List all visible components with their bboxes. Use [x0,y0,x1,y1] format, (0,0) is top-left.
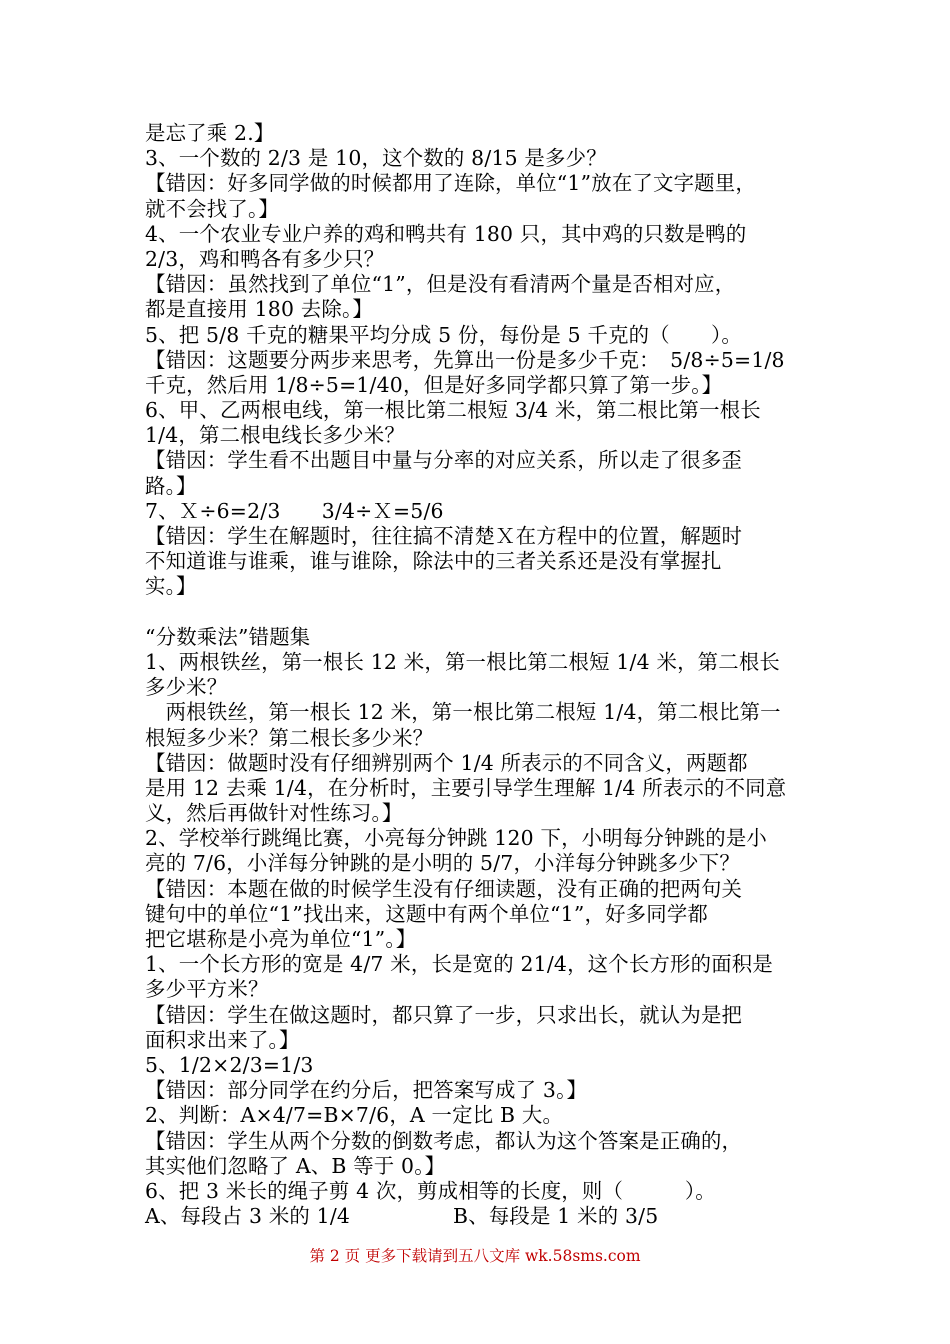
text-line: 多少米？ [145,675,228,700]
blank-line [145,600,815,625]
text-line: 1、两根铁丝，第一根长 12 米，第一根比第二根短 1/4 米，第二根长 [145,649,781,674]
text-line: 多少平方米？ [145,977,269,1002]
text-line: 【错因：这题要分两步来思考，先算出一份是多少千克： 5/8÷5=1/8 [145,347,785,372]
text-line: 【错因：本题在做的时候学生没有仔细读题，没有正确的把两句关 [145,876,743,901]
text-line: 【错因：学生从两个分数的倒数考虑，都认为这个答案是正确的， [145,1128,743,1153]
text-line: 【错因：学生在解题时，往往搞不清楚Ｘ在方程中的位置，解题时 [145,524,743,548]
page-footer[interactable]: 第 2 页 更多下载请到五八文库 wk.58sms.com [309,1247,641,1265]
text-line: 是用 12 去乘 1/4，在分析时，主要引导学生理解 1/4 所表示的不同意 [145,775,787,800]
text-line: 【错因：做题时没有仔细辨别两个 1/4 所表示的不同含义，两题都 [145,750,748,775]
text-line: 7、Ｘ÷6=2/3 3/4÷Ｘ=5/6 [145,498,444,523]
text-line: 都是直接用 180 去除。】 [145,297,373,322]
text-line: 【错因：部分同学在约分后，把答案写成了 3。】 [145,1078,588,1103]
text-line: 【错因：学生在做这题时，都只算了一步，只求出长，就认为是把 [145,1002,743,1027]
text-line: 2、学校举行跳绳比赛，小亮每分钟跳 120 下，小明每分钟跳的是小 [145,826,767,851]
text-line: 根短多少米？第二根长多少米？ [145,725,434,750]
text-line: 两根铁丝，第一根长 12 米，第一根比第二根短 1/4，第二根比第一 [145,700,781,725]
text-line: 2/3，鸡和鸭各有多少只？ [145,246,385,271]
text-line: 1/4，第二根电线长多少米？ [145,423,405,448]
text-line: 亮的 7/6，小洋每分钟跳的是小明的 5/7，小洋每分钟跳多少下？ [145,851,740,876]
text-line: 4、一个农业专业户养的鸡和鸭共有 180 只，其中鸡的只数是鸭的 [145,221,747,246]
text-line: 是忘了乘 2.】 [145,121,275,145]
text-line: 面积求出来了。】 [145,1027,300,1052]
text-line: 千克，然后用 1/8÷5=1/40，但是好多同学都只算了第一步。】 [145,372,723,397]
text-line: 2、判断：A×4/7=B×7/6，A 一定比 B 大。 [145,1103,564,1128]
text-line: 5、把 5/8 千克的糖果平均分成 5 份，每份是 5 千克的（ ）。 [145,322,742,347]
text-line: 不知道谁与谁乘，谁与谁除，除法中的三者关系还是没有掌握扎 [145,549,722,574]
text-line: 就不会找了。】 [145,196,279,221]
document-body [145,121,815,1229]
text-line: 【错因：虽然找到了单位“1”，但是没有看清两个量是否相对应， [145,272,736,297]
text-line: A、每段占 3 米的 1/4 B、每段是 1 米的 3/5 [145,1204,659,1229]
text-line: 6、把 3 米长的绳子剪 4 次，剪成相等的长度，则（ ）。 [145,1178,716,1203]
text-line: 把它堪称是小亮为单位“1”。】 [145,927,417,951]
text-line: 3、一个数的 2/3 是 10，这个数的 8/15 是多少？ [145,146,607,171]
text-line: 义，然后再做针对性练习。】 [145,801,403,826]
text-line: 1、一个长方形的宽是 4/7 米，长是宽的 21/4，这个长方形的面积是 [145,952,773,977]
text-line: 实。】 [145,574,197,599]
text-line: 6、甲、乙两根电线，第一根比第二根短 3/4 米，第二根比第一根长 [145,398,761,423]
text-line: “分数乘法”错题集 [145,624,311,649]
text-line: 键句中的单位“1”找出来，这题中有两个单位“1”，好多同学都 [145,901,709,926]
text-line: 其实他们忽略了 A、B 等于 0。】 [145,1153,446,1178]
text-line: 【错因：学生看不出题目中量与分率的对应关系，所以走了很多歪 [145,448,743,473]
text-line: 【错因：好多同学做的时候都用了连除，单位“1”放在了文字题里， [145,171,756,196]
text-line: 5、1/2×2/3=1/3 [145,1052,314,1077]
text-line: 路。】 [145,473,197,498]
